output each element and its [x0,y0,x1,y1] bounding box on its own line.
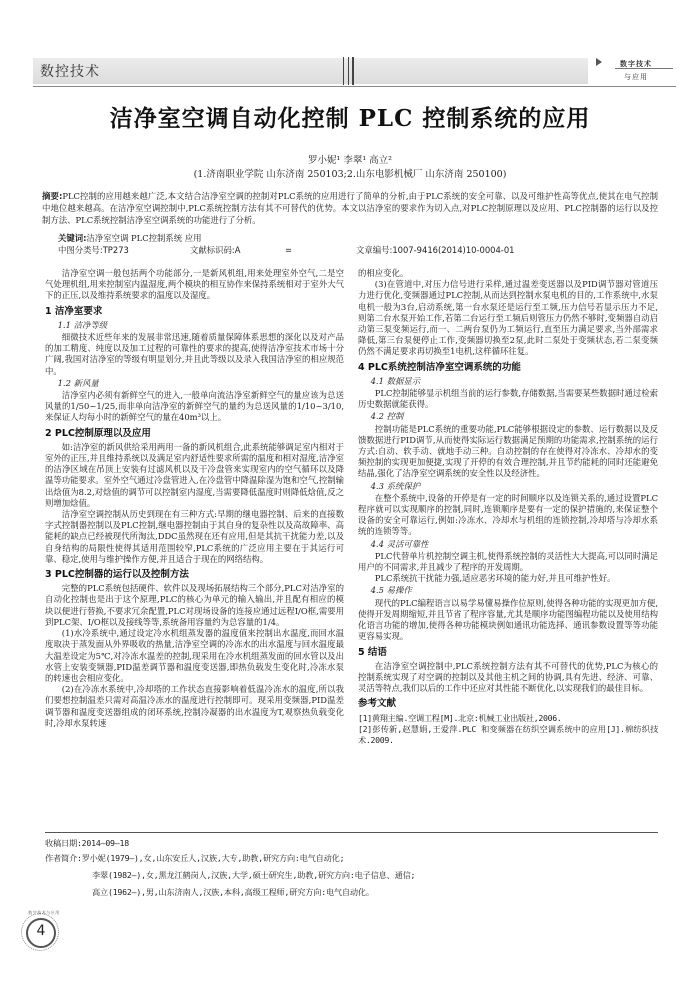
section-3-paragraph-3: (2)在冷冻水系统中,冷却塔的工作状态直接影响着低温冷冻水的温度,所以我们要想控制温差只需对高温冷冻水的温度进行控制即可。现采用变频器,PID温差调节器和温度变送器组成的闭环系统,控制冷凝器的出水温度为T,观察热负载变化时,冷却水泵转速 [45,684,344,728]
page-emblem-text: 数字技术与应用 [28,910,60,915]
intro-paragraph: 洁净室空调一般包括两个功能部分,一是新风机组,用来处理室外空气,二是空气处理机组,用来控制室内温湿度,两个模块的相互协作来保持系统相对于室外大气下的正压,以及维持系统要求的温度以及湿度。 [45,268,344,301]
badge-line-2: 与应用 [624,73,648,81]
left-column [45,268,344,729]
section-1-2-heading: 1.2 新风量 [57,377,99,388]
affiliation: (1.济南职业学院 山东济南 250103;2.山东电影机械厂 山东济南 250100) [193,169,507,180]
section-3-paragraph-1: 完整的PLC系统包括硬件、软件以及现场拓展结构三个部分,PLC对洁净室的自动化控制也是出于这个原理,PLC的核心为单元的输入输出,并且配有相应的模块以便进行替换,不要求冗余配置,PLC对现场设备的连接应通过远程I/O框,需要用到PLC架、I/O框以及接线等等,系统备用容量约为总容量的1/4。 [45,583,344,627]
authors: 罗小妮¹ 李翠¹ 高立² [308,155,392,166]
section-2-heading: 2 PLC控制原理以及应用 [45,427,151,439]
received-date: 收稿日期:2014—09—18 [45,838,129,848]
references-heading: 参考文献 [358,698,397,710]
right-column [358,268,658,746]
section-4-heading: 4 PLC系统控制洁净室空调系统的功能 [358,361,521,373]
abstract [42,190,658,226]
clc-number: 中图分类号:TP273 [58,245,129,255]
bio-label: 作者简介: [45,853,82,863]
section-3-paragraph-4: (3)在管道中,对压力信号进行采样,通过温差变送器以及PID调节器对管道压力进行优化,变频器通过PLC控制,从而达到控制水泵电机的目的,工作系统中,水泵电机一般为3台,启动系统,第一台水泵还是运行至工频,压力信号若显示压力不足,则第二台水泵开始工作,若第二台运行至工频后则管压力仍然不够时,变频器自动启动第三泵变频运行,而一、二两台泵仍为工频运行,直至压力满足要求,当外部需求降低,第三台泵便停止工作,变频器切换至2泵,此时二泵处于变频状态,若二泵变频仍然不满足要求再切换至1电机,这样循环往复。 [358,279,658,357]
reference-1: [1]黄翔主编.空调工程[M].北京:机械工业出版社,2006. [358,712,562,723]
keywords-label: 关键词: [58,233,87,243]
journal-badge [598,56,674,86]
section-4-4-paragraph-1: PLC代替单片机控制空调主机,使得系统控制的灵活性大大提高,可以同时满足用户的不同需求,并且减少了程序的开发周期。 [358,550,658,573]
section-1-2-text: 洁净室内必须有新鲜空气的进入,一般单向流洁净室新鲜空气的量应该为总送风量的1/50~1/25,而非单向洁净室的新鲜空气的量约为总送风量的1/10~3/10,来保证人均每小时的新鲜空气的量在40m³以上。 [45,390,344,423]
reference-2: [2]彭传新,赵慧娟,王爱萍.PLC 和变频器在纺织空调系统中的应用[J].棉纺织技术.2009. [358,723,658,745]
section-4-5-heading: 4.5 易操作 [370,585,412,596]
author-bio-3: 高立(1962—),男,山东济南人,汉族,本科,高级工程师,研究方向:电气自动化。 [92,887,374,897]
badge-line-1: 数字技术 [620,59,652,68]
section-4-2-text: 控制功能是PLC系统的重要功能,PLC能够根据设定的参数、运行数据以及反馈数据进行PID调节,从而使得实际运行数据满足预期的功能需求,控制系统的运行方式:自动、软手动、就地手动三种。自动控制的存在使得对冷冻水、冷却水的变频控制的实现更加便捷,实现了开停的有效合理控制,并且节约能耗的同时还能避免结晶,强化了洁净室空调系统的安全性以及经济性。 [358,423,658,479]
header-bar [33,58,588,84]
section-1-1-text: 细微技术近些年来的发展非常迅速,随着质量保障体系思想的深化以及对产品的加工精度、纯度以及加工过程的可靠性的要求的提高,使得洁净室技术市场十分广阔,我国对洁净室的等级有明显划分,并且此等级以及录入我国洁净室的相应规范中。 [45,332,344,376]
keywords [58,232,658,244]
continued-text: 的相应变化。 [358,268,409,278]
section-3-heading: 3 PLC控制器的运行以及控制方法 [45,569,189,581]
keywords-text: 洁净室空调 PLC控制系统 应用 [86,233,202,243]
doc-code: 文献标识码:A [190,245,241,255]
page-number: 4 [36,923,46,939]
abstract-label: 摘要: [42,191,63,201]
section-1-1-heading: 1.1 洁净等级 [57,319,108,330]
section-4-4-heading: 4.4 灵活可靠性 [370,538,429,549]
footnote-rule [45,832,658,833]
header-divider [343,57,349,85]
section-4-5-text: 现代的PLC编程语言以易学易懂易操作位原则,使得各种功能的实现更加方便,使得开发周期缩短,并且节省了程序容量,尤其是顺序功能图编程功能以及使用结构化语言功能的增加,使得各种功能模块例如通讯功能选择、通讯参数设置等等功能更容易实现。 [358,597,658,642]
section-4-3-text: 在整个系统中,设备的开停是有一定的时间顺序以及连锁关系的,通过设置PLC程序就可以实现顺序的控制,同时,连锁顺序是要有一定的保护措施的,来保证整个设备的安全可靠运行,例如:冷冻水、冷却水与机组的连锁控制,冷却塔与冷却水系统的连锁等等。 [358,492,658,537]
section-4-1-text: PLC控制能够显示机组当前的运行参数,存储数据,当需要某些数据时通过检索历史数据就能获得。 [358,388,658,410]
author-bio-2: 李翠(1982—),女,黑龙江鹤岗人,汉族,大学,硕士研究生,助教,研究方向:电子信息、通信; [92,870,416,880]
section-2-paragraph-1: 如:洁净室的新风供给采用两用一备的新风机组合,此系统能够调足室内相对于室外的正压,并且维持系统以及满足室内舒适性要求所需的温度和相对湿度,洁净室的洁净区域在吊顶上安装有过滤风机以及干冷盘管来实现室内的空气循环以及降温等功能要求。室外空气通过冷盘管进入,在冷盘管中降温除湿为饱和空气,控制输出焓值为8.2,对焓值的调节可以控制室内湿度,当需要降低温度时则降低焓值,反之则增加焓值。 [45,441,344,508]
section-3-paragraph-2: (1)水冷系统中,通过设定冷水机组蒸发器的温度值来控制出水温度,而回水温度取决于蒸发面从外界吸收的热量,洁净室空调的冷冻水的出水温度与回水温度最大温差设定为5℃,对冷冻水温差的控制,现采用在冷水机组蒸发面的回水管以及出水管上安装变频器,PID温差调节器和温度变送器,即热负载发生变化时,冷冻水泵的转速也会相应变化。 [45,628,344,683]
article-number: 文章编号:1007-9416(2014)10-0004-01 [356,245,515,255]
author-bio-1 [45,851,344,865]
section-1-heading: 1 洁净室要求 [45,305,103,317]
section-4-1-heading: 4.1 数据显示 [370,375,421,386]
section-4-2-heading: 4.2 控制 [370,411,404,422]
abstract-text: PLC控制的应用越来越广泛,本文结合洁净室空调的控制对PLC系统的应用进行了简单的分析,由于PLC系统的安全可靠、以及可维护性高等优点,使其在电气控制中地位越来越高。在洁净室空调控制中,PLC系统控制方法有其不可替代的优势。本文以洁净室的要求作为切入点,对PLC控制原理以及应用、PLC控制器的运行以及控制方法、PLC系统控制洁净室空调系统的功能进行了分析。 [42,191,658,225]
section-2-paragraph-2: 洁净室空调控制从历史到现在有三种方式:早期的继电器控制、后来的直接数字式控制器控制以及PLC控制,继电器控制由于其自身的复杂性以及高故障率、高能耗的缺点已经被现代所淘汰,DDC虽然现在还有应用,但是其抗干扰能力差,以及自身结构的局限性使得其适用范围较窄,PLC系统的广泛应用主要在于其运行可靠、稳定,使用与维护操作方便,并且适合于现在的网络结构。 [45,509,344,564]
section-title: 数控技术 [40,64,100,80]
section-5-heading: 5 结语 [358,646,387,658]
section-4-4-paragraph-2: PLC系统抗干扰能力强,适应恶劣环境的能力好,并且可维护性好。 [374,573,616,584]
page-title: 洁净室空调自动化控制 PLC 控制系统的应用 [109,105,591,132]
section-5-text: 在洁净室空调控制中,PLC系统控制方法有其不可替代的优势,PLC为核心的控制系统实现了对空调的控制以及其他主机之间的协调,具有先进、经济、可靠、灵活等特点,我们以后的工作中还应对其性能不断优化,以实现我们的最佳目标。 [358,660,658,694]
bio-1-text: 罗小妮(1979—),女,山东安丘人,汉族,大专,助教,研究方向:电气自动化; [81,853,345,863]
eq-sign: = [285,245,293,255]
header-divider-bar [352,57,354,85]
header-rule [33,86,676,87]
section-4-3-heading: 4.3 系统保护 [370,480,421,491]
